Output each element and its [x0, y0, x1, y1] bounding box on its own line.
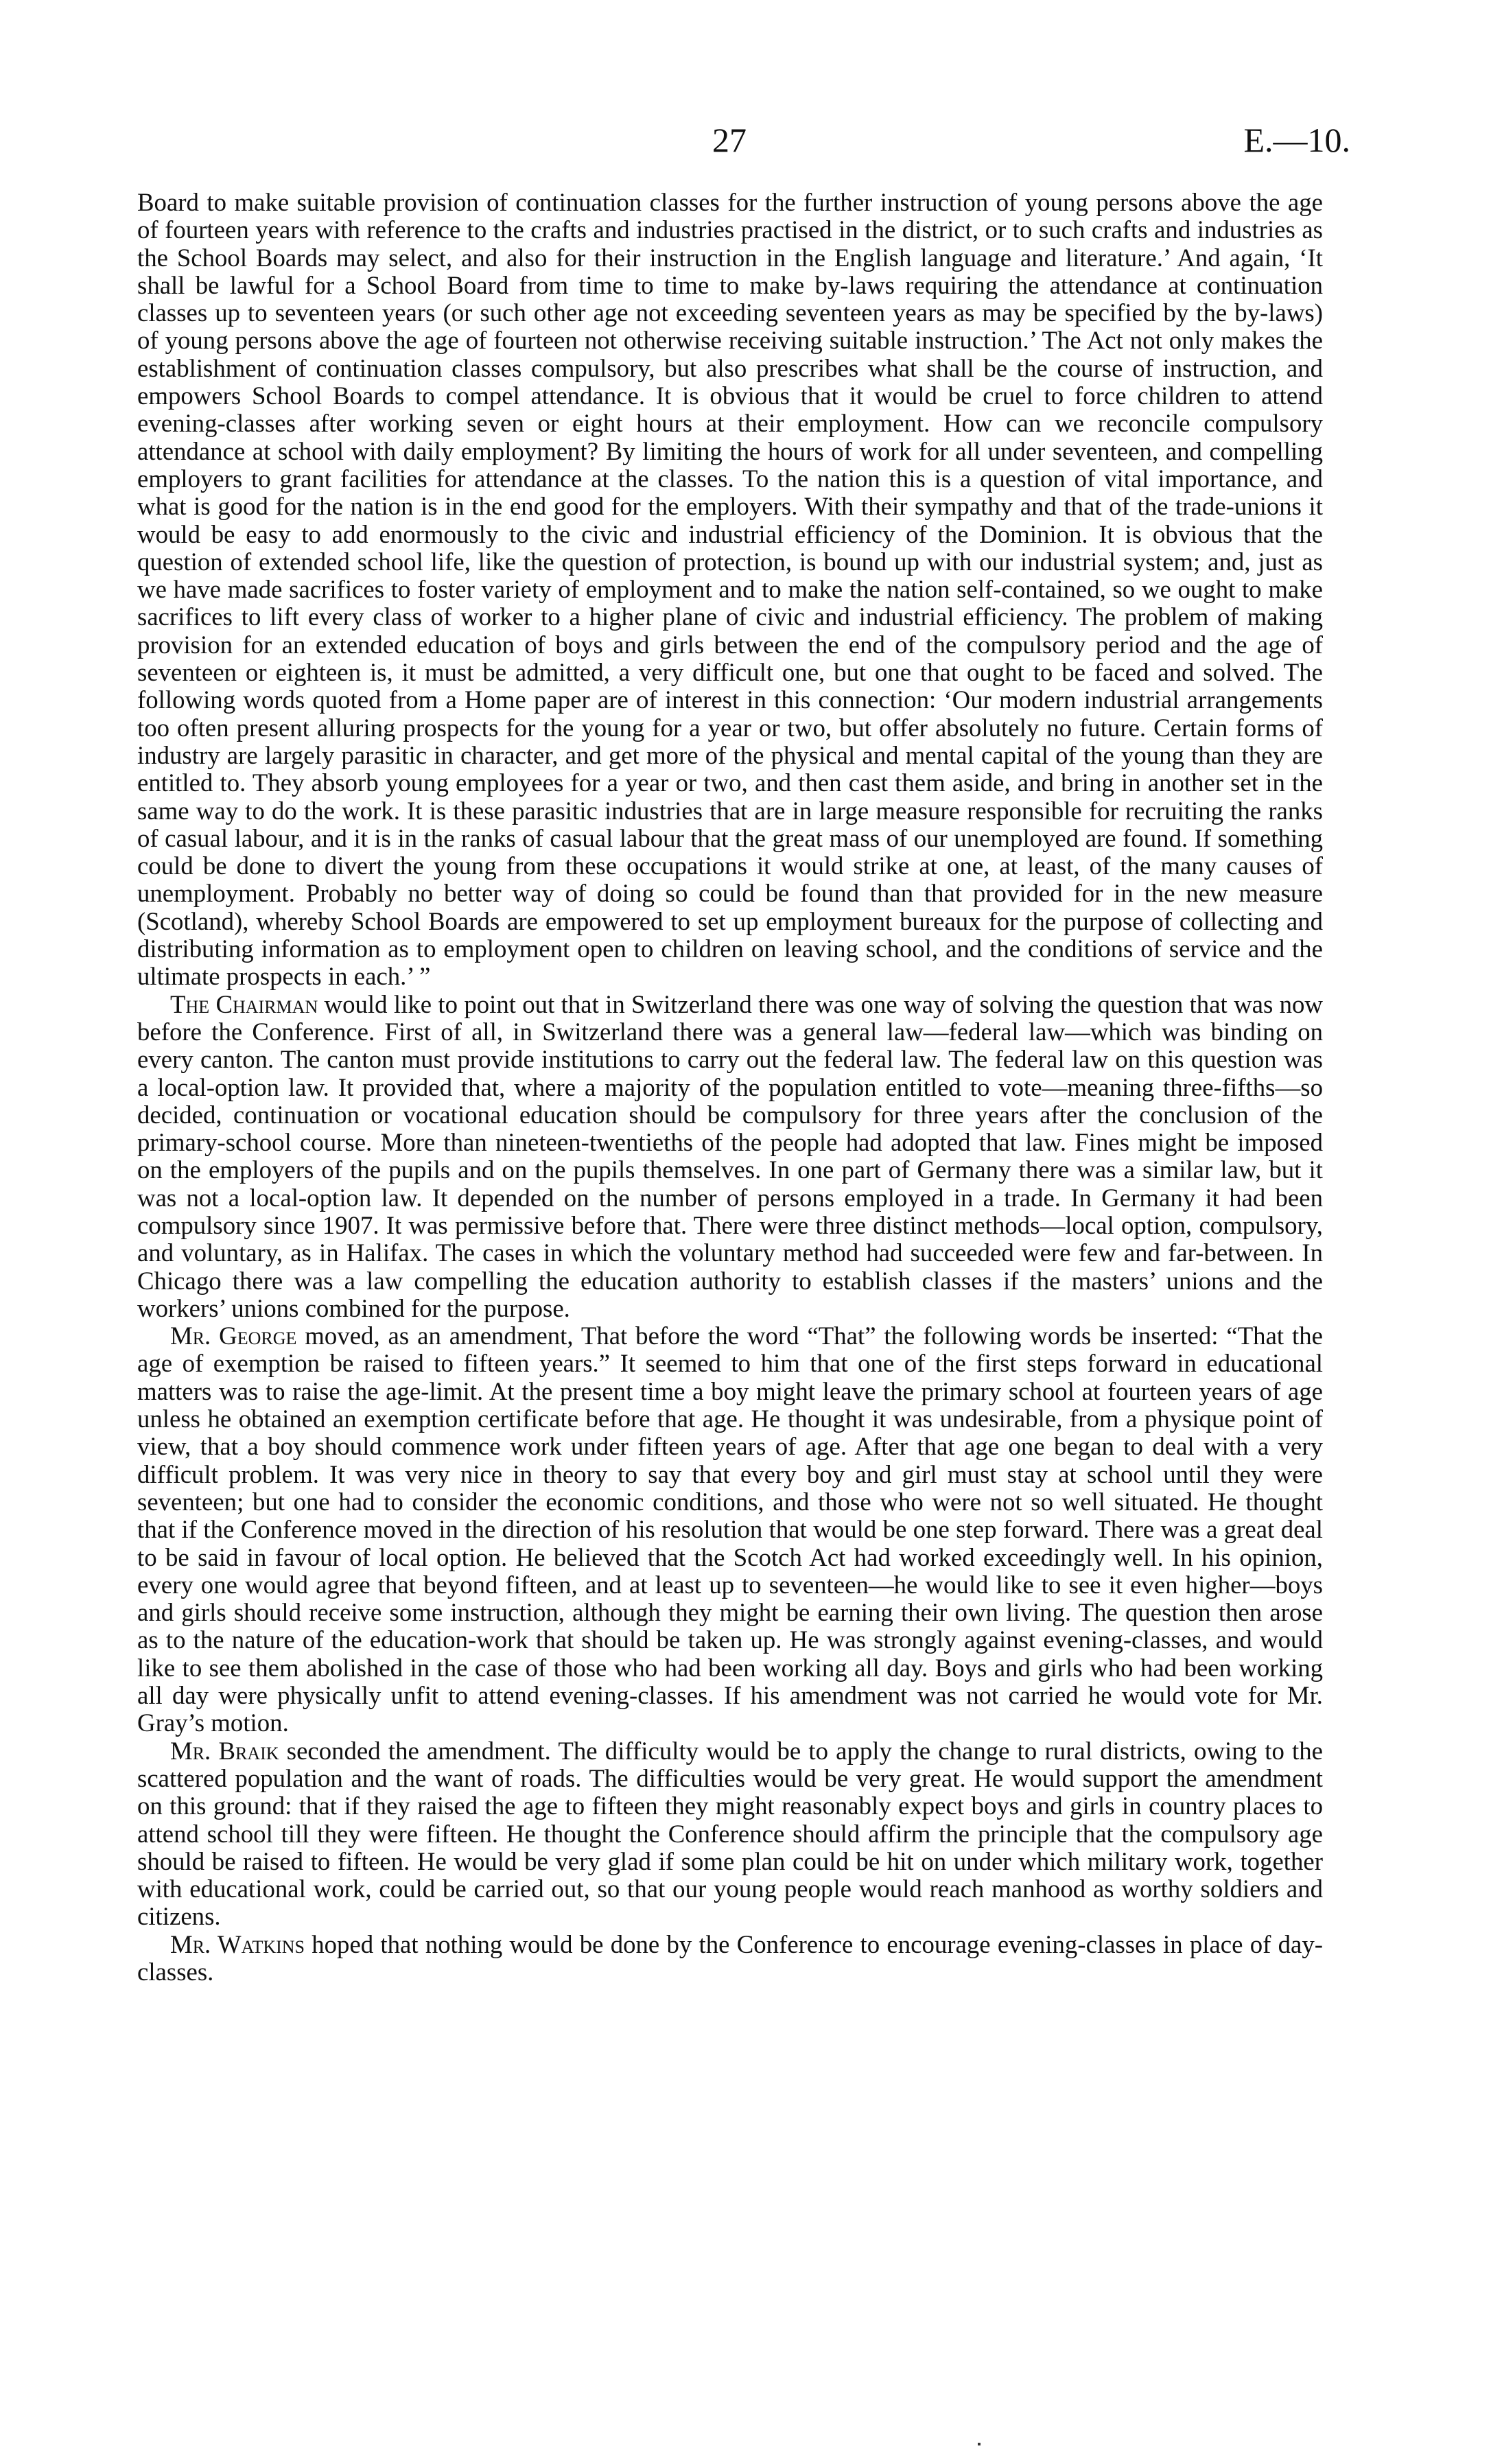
paragraph-chairman [137, 991, 1323, 1323]
paragraph-text: seconded the amendment. The difficulty would be to apply the change to rural districts, owing to the scattered population and the want of roads. The difficulties would be very great. He would support the amendment on this ground: that if they raised the age to fifteen they might reasonably expect boys and girls in country places to attend school till they were fifteen. He thought the Conference should affirm the principle that the compulsory age should be raised to fifteen. He would be very glad if some plan could be hit on under which military work, together with educational work, could be carried out, so that our young people would reach manhood as worthy soldiers and citizens. [137, 1736, 1323, 1931]
body-text [137, 189, 1323, 1986]
paragraph-text: moved, as an amendment, That before the word “That” the following words be inserted: “That the age of exemption be raised to fifteen years.” It seemed to him that one of the first steps forward in educational matters was to raise the age-limit. At the present time a boy might leave the primary school at fourteen years of age unless he obtained an exemption certificate before that age. He thought it was undesirable, from a physique point of view, that a boy should commence work under fifteen years of age. After that age one began to deal with a very difficult problem. It was very nice in theory to say that every boy and girl must stay at school until they were seventeen; but one had to consider the economic conditions, and those who were not so well situated. He thought that if the Conference moved in the direction of his resolution that would be one step forward. There was a great deal to be said in favour of local option. He believed that the Scotch Act had worked exceedingly well. In his opinion, every one would agree that beyond fifteen, and at least up to seventeen—he would like to see it even higher—boys and girls should receive some instruction, although they might be earning their own living. The question then arose as to the nature of the education-work that should be taken up. He was strongly against evening-classes, and would like to see them abolished in the case of those who had been working all day. Boys and girls who had been working all day were physically unfit to attend evening-classes. If his amendment was not carried he would vote for Mr. Gray’s motion. [137, 1322, 1323, 1737]
paragraph-watkins [137, 1931, 1323, 1986]
speaker-name: The Chairman [170, 989, 318, 1018]
paragraph-continued [137, 189, 1323, 991]
print-speck [978, 2443, 981, 2445]
paragraph-braik [137, 1737, 1323, 1931]
speaker-name: Mr. Braik [170, 1736, 279, 1765]
speaker-name: Mr. George [170, 1322, 297, 1350]
speaker-name: Mr. Watkins [170, 1929, 305, 1958]
document-reference: E.—10. [1243, 121, 1350, 159]
paragraph-george [137, 1322, 1323, 1737]
paragraph-text: hoped that nothing would be done by the Conference to encourage evening-classes in place of day-classes. [137, 1929, 1323, 1986]
page-number: 27 [712, 121, 747, 159]
paragraph-text: Board to make suitable provision of continuation classes for the further instruction of young persons above the age of fourteen years with reference to the crafts and industries practised in the district, or to such crafts and industries as the School Boards may select, and also for their instruction in the English language and literature.’ And again, ‘It shall be lawful for a School Board from time to time to make by-laws requiring the attendance at continuation classes up to seventeen years (or such other age not exceeding seventeen years as may be specified by the by-laws) of young persons above the age of fourteen not otherwise receiving suitable instruction.’ The Act not only makes the establishment of continuation classes compulsory, but also prescribes what shall be the course of instruction, and empowers School Boards to compel attendance. It is obvious that it would be cruel to force children to attend evening-classes after working seven or eight hours at their employment. How can we reconcile compulsory attendance at school with daily employment? By limiting the hours of work for all under seventeen, and compelling employers to grant facilities for attendance at the classes. To the nation this is a question of vital importance, and what is good for the nation is in the end good for the employers. With their sympathy and that of the trade-unions it would be easy to add enormously to the civic and industrial efficiency of the Dominion. It is obvious that the question of extended school life, like the question of protection, is bound up with our industrial system; and, just as we have made sacrifices to foster variety of employment and to make the nation self-contained, so we ought to make sacrifices to lift every class of worker to a higher plane of civic and industrial efficiency. The problem of making provision for an extended education of boys and girls between the end of the compulsory period and the age of seventeen or eighteen is, it must be admitted, a very difficult one, but one that ought to be faced and solved. The following words quoted from a Home paper are of interest in this connection: ‘Our modern industrial arrangements too often present alluring prospects for the young for a year or two, but offer absolutely no future. Certain forms of industry are largely parasitic in character, and get more of the physical and mental capital of the young than they are entitled to. They absorb young employees for a year or two, and then cast them aside, and bring in another set in the same way to do the work. It is these parasitic industries that are in large measure responsible for recruiting the ranks of casual labour, and it is in the ranks of casual labour that the great mass of our unemployed are found. If something could be done to divert the young from these occupations it would strike at one, at least, of the many causes of unemployment. Probably no better way of doing so could be found than that provided for in the new measure (Scotland), whereby School Boards are empowered to set up employment bureaux for the purpose of collecting and distributing information as to employment open to children on leaving school, and the conditions of service and the ultimate prospects in each.’ ” [137, 188, 1323, 991]
page-header [0, 120, 1491, 175]
paragraph-text: would like to point out that in Switzerland there was one way of solving the question that was now before the Conference. First of all, in Switzerland there was a general law—federal law—which was binding on every canton. The canton must provide institutions to carry out the federal law. The federal law on this question was a local-option law. It provided that, where a majority of the population entitled to vote—meaning three-fifths—so decided, continuation or vocational education should be compulsory for three years after the conclusion of the primary-school course. More than nineteen-twentieths of the people had adopted that law. Fines might be imposed on the employers of the pupils and on the pupils themselves. In one part of Germany there was a similar law, but it was not a local-option law. It depended on the number of persons employed in a trade. In Germany it had been compulsory since 1907. It was permissive before that. There were three distinct methods—local option, compulsory, and voluntary, as in Halifax. The cases in which the voluntary method had succeeded were few and far-between. In Chicago there was a law compelling the education authority to establish classes if the masters’ unions and the workers’ unions combined for the purpose. [137, 989, 1323, 1322]
